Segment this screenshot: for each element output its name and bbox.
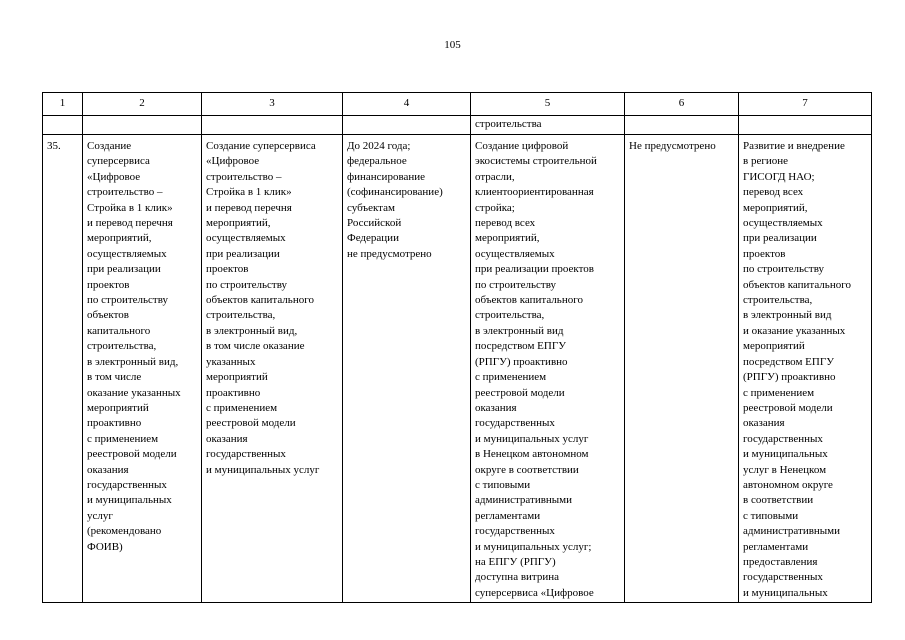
column-number-5: 5 [471, 93, 625, 116]
cont-cell-2 [83, 116, 202, 135]
cont-cell-4 [343, 116, 471, 135]
column-number-3: 3 [202, 93, 343, 116]
column-number-1: 1 [43, 93, 83, 116]
regional-implementation-cell: Развитие и внедрение в регионе ГИСОГД НАО; перевод всех мероприятий, осуществляемых при реализации проектов по строительству объектов капитального строительства, в электронный вид и оказание указанных мероприятий посредством ЕПГУ (РПГУ) проактивно с применением реестровой модели оказания государственных и муниципальных услуг в Ненецком автономном округе в соответствии с типовыми административными регламентами предоставления государственных и муниципальных [739, 135, 872, 603]
page-number: 105 [444, 39, 461, 51]
continuation-row [43, 116, 872, 135]
measures-table [42, 92, 872, 603]
table-row [43, 135, 872, 603]
column-number-7: 7 [739, 93, 872, 116]
cont-cell-5: строительства [471, 116, 625, 135]
federal-measure-cell: Создание суперсервиса «Цифровое строительство – Стройка в 1 клик» и перевод перечня мероприятий, осуществляемых при реализации проектов по строительству объектов капитального строительства, в электронный вид, в том числе оказание указанных мероприятий проактивно с применением реестровой модели оказания государственных и муниципальных услуг (рекомендовано ФОИВ) [83, 135, 202, 603]
deadline-financing-cell: До 2024 года; федеральное финансирование (софинансирование) субъектам Российской Федерации не предусмотрено [343, 135, 471, 603]
cont-cell-6 [625, 116, 739, 135]
column-number-6: 6 [625, 93, 739, 116]
column-number-4: 4 [343, 93, 471, 116]
expected-result-cell: Создание цифровой экосистемы строительной отрасли, клиентоориентированная стройка; перевод всех мероприятий, осуществляемых при реализации проектов по строительству объектов капитального строительства, в электронный вид посредством ЕПГУ (РПГУ) проактивно с применением реестровой модели оказания государственных и муниципальных услуг в Ненецком автономном округе в соответствии с типовыми административными регламентами государственных и муниципальных услуг; на ЕПГУ (РПГУ) доступна витрина суперсервиса «Цифровое [471, 135, 625, 603]
additional-financing-cell: Не предусмотрено [625, 135, 739, 603]
column-number-row [43, 93, 872, 116]
row-number: 35. [43, 135, 83, 603]
cont-cell-7 [739, 116, 872, 135]
cont-cell-3 [202, 116, 343, 135]
regional-measure-cell: Создание суперсервиса «Цифровое строительство – Стройка в 1 клик» и перевод перечня мероприятий, осуществляемых при реализации проектов по строительству объектов капитального строительства, в электронный вид, в том числе оказание указанных мероприятий проактивно с применением реестровой модели оказания государственных и муниципальных услуг [202, 135, 343, 603]
cont-cell-1 [43, 116, 83, 135]
column-number-2: 2 [83, 93, 202, 116]
